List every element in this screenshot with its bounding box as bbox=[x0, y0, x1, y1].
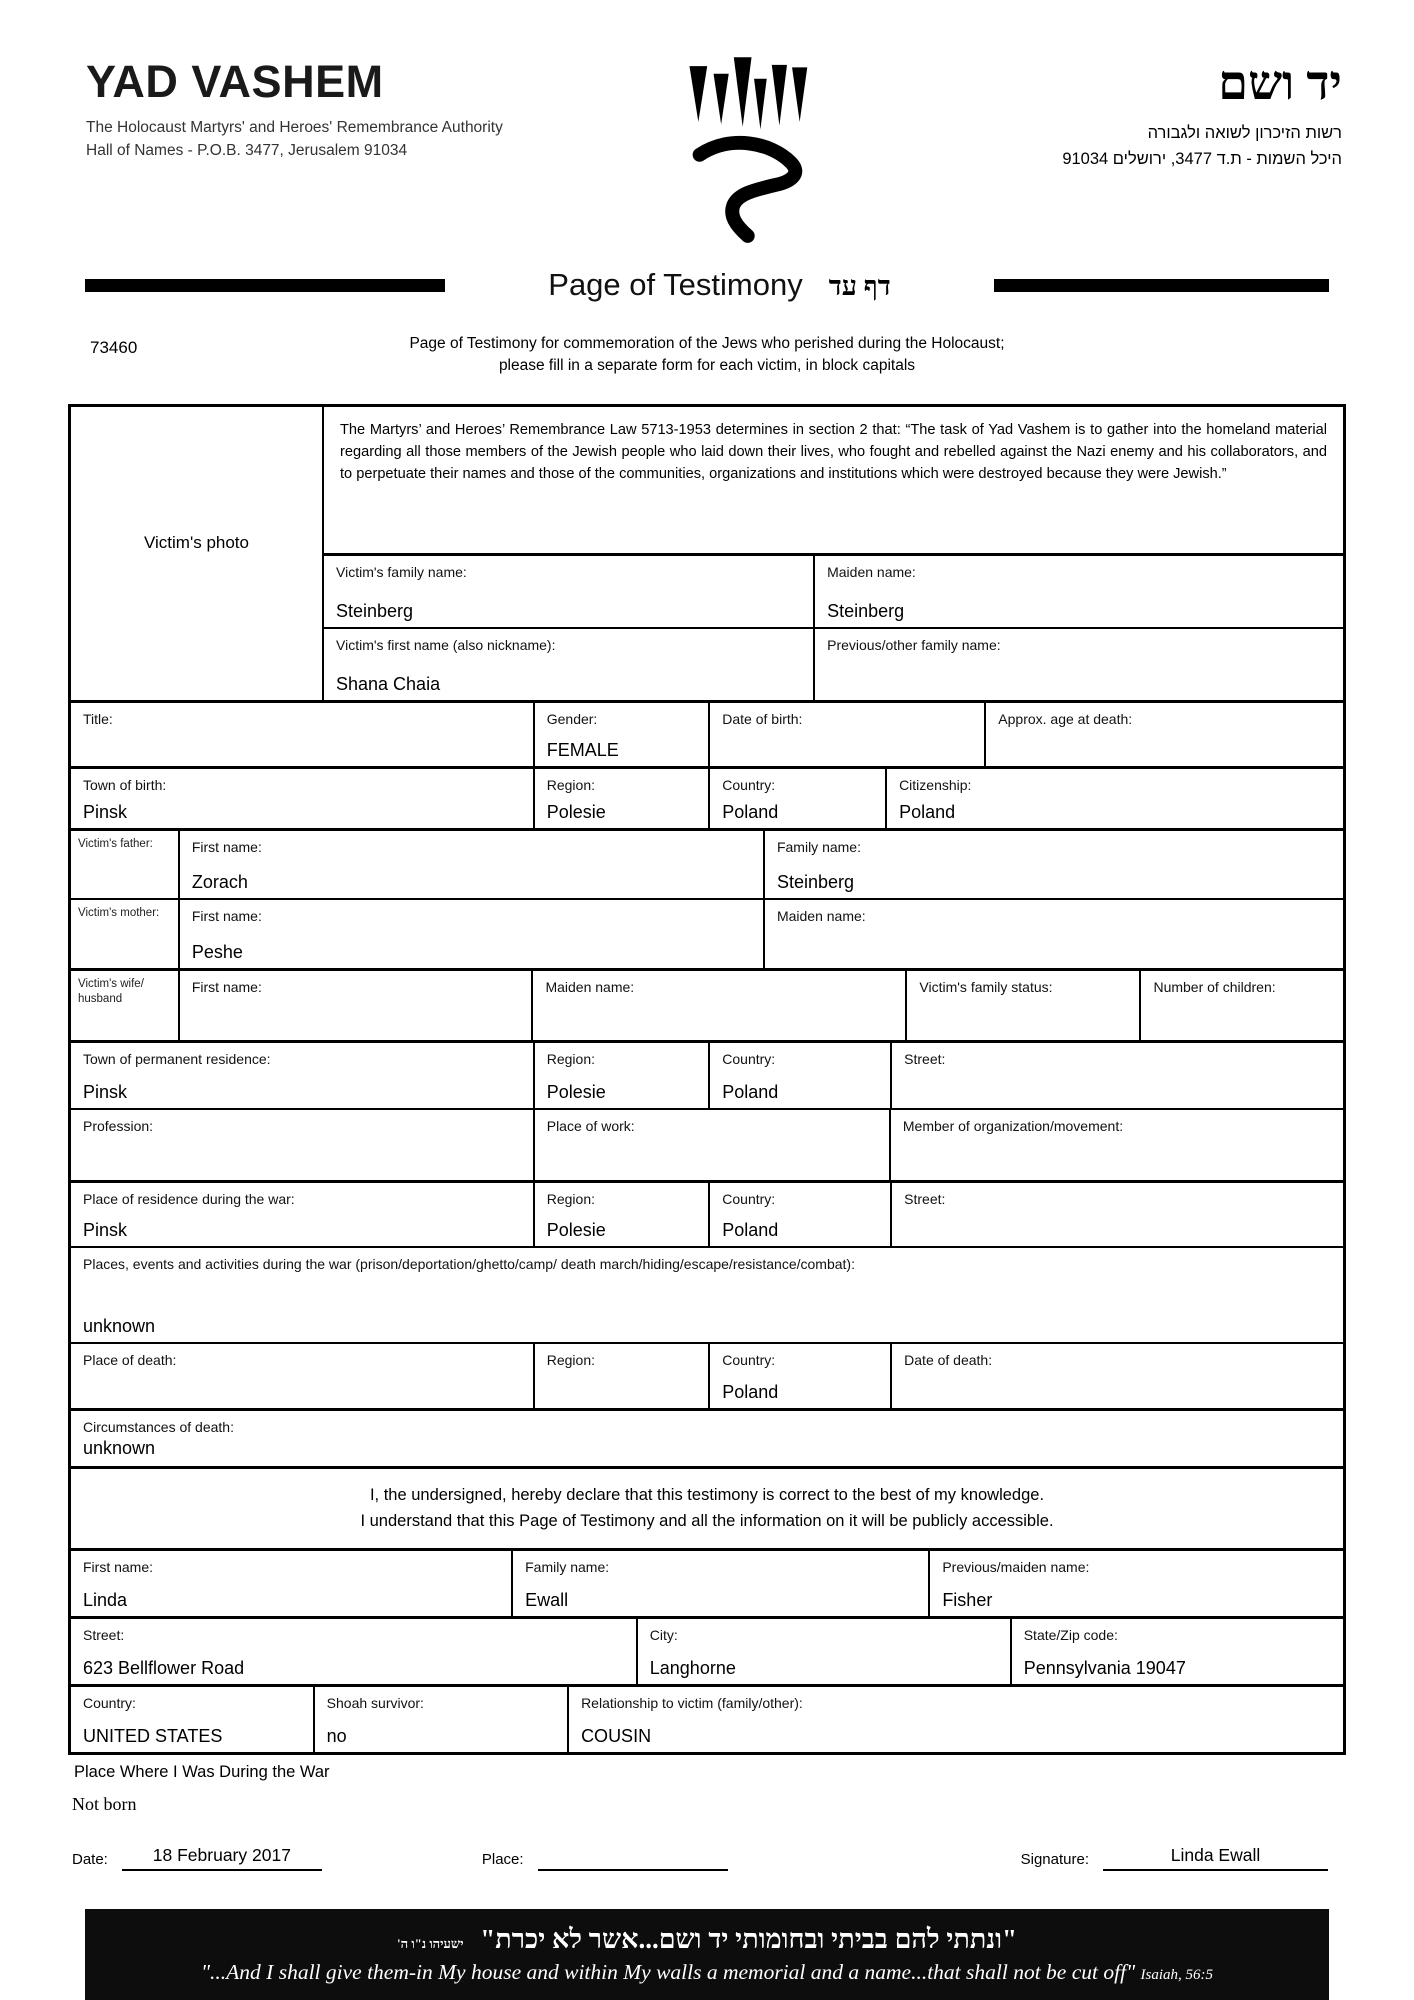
field-submitter-maiden-name bbox=[928, 1551, 1343, 1616]
testimony-form bbox=[68, 404, 1346, 1755]
field-label: City: bbox=[649, 1626, 678, 1643]
field-value: Pinsk bbox=[83, 801, 128, 822]
victim-photo-placeholder: Victim's photo bbox=[71, 407, 324, 700]
org-line1-hebrew: רשות הזיכרון לשואה ולגבורה bbox=[1147, 124, 1342, 142]
signature-row bbox=[72, 1845, 1328, 1871]
field-label: State/Zip code: bbox=[1023, 1626, 1118, 1643]
field-father-family-name bbox=[763, 831, 1343, 898]
field-family-status bbox=[905, 971, 1139, 1040]
declaration-text bbox=[71, 1469, 1343, 1548]
english-quote-reference: Isaiah, 56:5 bbox=[1140, 1966, 1213, 1983]
field-submitter-country bbox=[71, 1687, 313, 1752]
field-spouse-maiden-name bbox=[531, 971, 905, 1040]
form-number: 73460 bbox=[90, 338, 138, 357]
field-death-region bbox=[533, 1344, 709, 1408]
field-label: Region: bbox=[546, 1190, 595, 1207]
field-label: First name: bbox=[191, 907, 262, 924]
field-value: UNITED STATES bbox=[83, 1725, 223, 1746]
field-shoah-survivor bbox=[313, 1687, 567, 1752]
field-place-of-work bbox=[533, 1110, 889, 1180]
field-residence-street bbox=[890, 1043, 1343, 1108]
field-label: Place of work: bbox=[546, 1117, 635, 1134]
field-birth-region bbox=[533, 769, 709, 828]
field-label: Maiden name: bbox=[545, 978, 635, 995]
field-value: Fisher bbox=[942, 1589, 993, 1610]
org-name-hebrew: יד ושם bbox=[1218, 57, 1342, 110]
field-label: Number of children: bbox=[1153, 978, 1276, 995]
field-value: COUSIN bbox=[581, 1725, 652, 1746]
field-label: Date of birth: bbox=[722, 710, 803, 727]
field-value: Polesie bbox=[546, 801, 606, 822]
field-label: Street: bbox=[83, 1626, 125, 1643]
field-war-events bbox=[71, 1248, 1343, 1342]
row-circumstances bbox=[71, 1408, 1343, 1466]
intro-line1: Page of Testimony for commemoration of the Jews who perished during the Holocaust; bbox=[409, 335, 1005, 352]
org-block-he bbox=[922, 56, 1342, 251]
field-label: Country: bbox=[722, 1050, 776, 1067]
signature-label: Signature: bbox=[1020, 1850, 1089, 1868]
org-name: YAD VASHEM bbox=[86, 56, 384, 107]
field-label: Region: bbox=[546, 1351, 595, 1368]
field-label: Street: bbox=[904, 1190, 946, 1207]
field-value: no bbox=[326, 1725, 347, 1746]
field-father-first-name bbox=[178, 831, 763, 898]
field-circumstances bbox=[71, 1411, 1343, 1466]
field-submitter-city bbox=[636, 1619, 1010, 1684]
english-quote-text: "...And I shall give them-in My house and within My walls a memorial and a name...that shall not be cut off" bbox=[201, 1959, 1136, 1984]
row-declaration bbox=[71, 1466, 1343, 1548]
field-citizenship bbox=[885, 769, 1343, 828]
title-center bbox=[445, 267, 994, 303]
page-title: Page of Testimony bbox=[548, 267, 803, 302]
date-value: 18 February 2017 bbox=[122, 1845, 322, 1871]
field-war-residence-place bbox=[71, 1183, 533, 1246]
place-group bbox=[482, 1851, 728, 1871]
field-label: First name: bbox=[191, 838, 262, 855]
field-value: Pinsk bbox=[83, 1081, 128, 1102]
field-value: Ewall bbox=[525, 1589, 569, 1610]
field-label: Victim's family name: bbox=[336, 563, 467, 580]
field-label: Country: bbox=[722, 1351, 776, 1368]
row-profession bbox=[71, 1108, 1343, 1180]
date-group bbox=[72, 1845, 322, 1871]
field-death-country bbox=[708, 1344, 890, 1408]
mother-side-label bbox=[71, 900, 178, 968]
row-town-of-birth bbox=[71, 766, 1343, 828]
english-quote bbox=[85, 1960, 1329, 1985]
field-value: Pennsylvania 19047 bbox=[1023, 1657, 1186, 1678]
field-label: Town of permanent residence: bbox=[83, 1050, 271, 1067]
org-line2-hebrew: היכל השמות - ת.ד 3477, ירושלים 91034 bbox=[1062, 149, 1342, 168]
field-relationship bbox=[567, 1687, 1343, 1752]
field-date-of-birth bbox=[708, 703, 984, 766]
page-title-hebrew: דף עד bbox=[828, 271, 891, 301]
field-label: Victim's father: bbox=[78, 837, 153, 850]
row-submitter-name bbox=[71, 1548, 1343, 1616]
submitter-war-place-label: Place Where I Was During the War bbox=[74, 1762, 330, 1781]
field-label: Place of residence during the war: bbox=[83, 1190, 295, 1207]
field-war-residence-country bbox=[708, 1183, 890, 1246]
org-block-en bbox=[86, 56, 586, 251]
field-label: Family name: bbox=[525, 1558, 610, 1575]
org-line2: Hall of Names - P.O.B. 3477, Jerusalem 91034 bbox=[86, 142, 408, 160]
date-label: Date: bbox=[72, 1850, 108, 1868]
row-mother bbox=[71, 898, 1343, 968]
field-mother-first-name bbox=[178, 900, 763, 968]
field-label: Region: bbox=[546, 1050, 595, 1067]
title-bar-right bbox=[994, 279, 1329, 292]
field-label: Country: bbox=[722, 776, 776, 793]
row-war-residence bbox=[71, 1180, 1343, 1246]
hebrew-quote-text: "ונתתי להם בביתי ובחומותי יד ושם...אשר לא יכרת" bbox=[480, 1923, 1018, 1954]
row-submitter-address bbox=[71, 1616, 1343, 1684]
field-value: Peshe bbox=[191, 941, 243, 962]
field-residence-region bbox=[533, 1043, 709, 1108]
field-mother-maiden-name bbox=[763, 900, 1343, 968]
field-label: Maiden name: bbox=[776, 907, 866, 924]
field-label: Maiden name: bbox=[827, 563, 916, 580]
field-value: Steinberg bbox=[336, 600, 414, 621]
field-label: Country: bbox=[83, 1694, 136, 1711]
place-value bbox=[538, 1866, 728, 1871]
field-label: Shoah survivor: bbox=[326, 1694, 424, 1711]
field-date-of-death bbox=[890, 1344, 1343, 1408]
field-victim-maiden-name bbox=[813, 556, 1343, 627]
org-subtitle bbox=[86, 116, 586, 163]
field-label: Victim's wife/ husband bbox=[78, 977, 144, 1006]
hebrew-quote-reference: ישעיהו נ"ו ה' bbox=[396, 1935, 464, 1951]
field-submitter-street bbox=[71, 1619, 636, 1684]
field-place-of-death bbox=[71, 1344, 533, 1408]
row-father bbox=[71, 828, 1343, 898]
field-value: Steinberg bbox=[776, 871, 855, 892]
victim-firstname-row bbox=[324, 627, 1343, 700]
field-label: Approx. age at death: bbox=[998, 710, 1133, 727]
spouse-side-label bbox=[71, 971, 178, 1040]
field-victim-first-name bbox=[324, 629, 813, 700]
field-label: Member of organization/movement: bbox=[902, 1117, 1124, 1134]
field-label: Town of birth: bbox=[83, 776, 167, 793]
field-profession bbox=[71, 1110, 533, 1180]
signature-group bbox=[1021, 1845, 1328, 1871]
field-war-residence-street bbox=[890, 1183, 1343, 1246]
field-residence-country bbox=[708, 1043, 890, 1108]
row-title-gender bbox=[71, 700, 1343, 766]
submitter-war-place-value: Not born bbox=[72, 1793, 137, 1814]
top-section bbox=[71, 407, 1343, 700]
org-line1: The Holocaust Martyrs' and Heroes' Remembrance Authority bbox=[86, 119, 503, 136]
field-label: Date of death: bbox=[904, 1351, 993, 1368]
field-value: Poland bbox=[899, 801, 956, 822]
field-value: FEMALE bbox=[546, 739, 619, 760]
org-subtitle-hebrew bbox=[922, 121, 1342, 172]
field-previous-family-name bbox=[813, 629, 1343, 700]
field-label: First name: bbox=[191, 978, 262, 995]
declaration-line2: I understand that this Page of Testimony and all the information on it will be publicly accessible. bbox=[360, 1512, 1054, 1531]
field-value: Pinsk bbox=[83, 1219, 128, 1240]
field-label: Relationship to victim (family/other): bbox=[581, 1694, 803, 1711]
field-value: Shana Chaia bbox=[336, 673, 441, 694]
field-label: Places, events and activities during the war (prison/deportation/ghetto/camp/ death march/hiding/escape/resistance/combat): bbox=[83, 1255, 855, 1272]
intro-line2: please fill in a separate form for each victim, in block capitals bbox=[498, 357, 916, 375]
intro-section bbox=[0, 333, 1414, 378]
hebrew-quote bbox=[85, 1924, 1329, 1955]
field-label: Previous/other family name: bbox=[827, 636, 1001, 653]
field-label: First name: bbox=[83, 1558, 154, 1575]
row-spouse bbox=[71, 968, 1343, 1040]
field-spouse-first-name bbox=[178, 971, 532, 1040]
field-submitter-family-name bbox=[511, 1551, 928, 1616]
row-permanent-residence bbox=[71, 1040, 1343, 1108]
field-organization bbox=[889, 1110, 1343, 1180]
field-value: Langhorne bbox=[649, 1657, 736, 1678]
intro-instructions bbox=[0, 333, 1414, 378]
field-number-of-children bbox=[1139, 971, 1343, 1040]
field-value: Poland bbox=[722, 1381, 779, 1402]
field-title bbox=[71, 703, 533, 766]
row-place-of-death bbox=[71, 1342, 1343, 1408]
field-value: Poland bbox=[722, 1081, 779, 1102]
field-approx-age bbox=[984, 703, 1343, 766]
field-value: unknown bbox=[83, 1315, 156, 1336]
yad-vashem-menorah-logo-icon bbox=[669, 56, 839, 251]
field-value: 623 Bellflower Road bbox=[83, 1657, 245, 1678]
field-label: Country: bbox=[722, 1190, 776, 1207]
field-label: Victim's mother: bbox=[78, 906, 160, 919]
field-label: Profession: bbox=[83, 1117, 154, 1134]
field-value: Zorach bbox=[191, 871, 248, 892]
signature-value: Linda Ewall bbox=[1103, 1845, 1328, 1871]
field-label: Title: bbox=[83, 710, 113, 727]
field-value: Poland bbox=[722, 801, 779, 822]
declaration-line1: I, the undersigned, hereby declare that this testimony is correct to the best of my knowledge. bbox=[369, 1485, 1045, 1504]
field-birth-country bbox=[708, 769, 885, 828]
victim-name-row bbox=[324, 553, 1343, 627]
row-submitter-country bbox=[71, 1684, 1343, 1752]
place-label: Place: bbox=[481, 1850, 524, 1868]
top-right bbox=[324, 407, 1343, 700]
header bbox=[0, 0, 1414, 251]
field-submitter-first-name bbox=[71, 1551, 511, 1616]
field-label: Victim's first name (also nickname): bbox=[336, 636, 556, 653]
field-submitter-state-zip bbox=[1010, 1619, 1343, 1684]
field-label: Citizenship: bbox=[899, 776, 972, 793]
field-label: Gender: bbox=[546, 710, 598, 727]
field-value: Poland bbox=[722, 1219, 779, 1240]
field-war-residence-region bbox=[533, 1183, 709, 1246]
field-label: Victim's family status: bbox=[919, 978, 1053, 995]
field-label: Region: bbox=[546, 776, 595, 793]
field-value: Polesie bbox=[546, 1219, 606, 1240]
remembrance-law-text: The Martyrs’ and Heroes’ Remembrance Law 5713-1953 determines in section 2 that: “The task of Yad Vashem is to gather into the homeland material regarding all those members of the Jewish people who laid down their lives, who fought and rebelled against the Nazi enemy and his collaborators, and to perpetuate their names and those of the communities, organizations and institutions which were destroyed because they were Jewish.” bbox=[340, 421, 1327, 482]
field-label: Street: bbox=[904, 1050, 946, 1067]
field-value: Linda bbox=[83, 1589, 128, 1610]
field-value: Polesie bbox=[546, 1081, 606, 1102]
field-label: Family name: bbox=[776, 838, 861, 855]
title-bar-left bbox=[85, 279, 445, 292]
title-band bbox=[85, 267, 1329, 303]
field-value: unknown bbox=[83, 1437, 156, 1458]
field-label: Circumstances of death: bbox=[83, 1418, 234, 1435]
father-side-label bbox=[71, 831, 178, 898]
memorial-quote-banner bbox=[85, 1909, 1329, 2000]
field-town-of-birth bbox=[71, 769, 533, 828]
field-label: Place of death: bbox=[83, 1351, 177, 1368]
field-victim-family-name bbox=[324, 556, 813, 627]
field-value: Steinberg bbox=[827, 600, 905, 621]
field-label: Previous/maiden name: bbox=[942, 1558, 1090, 1575]
field-residence-town bbox=[71, 1043, 533, 1108]
row-war-events bbox=[71, 1246, 1343, 1342]
field-gender bbox=[533, 703, 709, 766]
